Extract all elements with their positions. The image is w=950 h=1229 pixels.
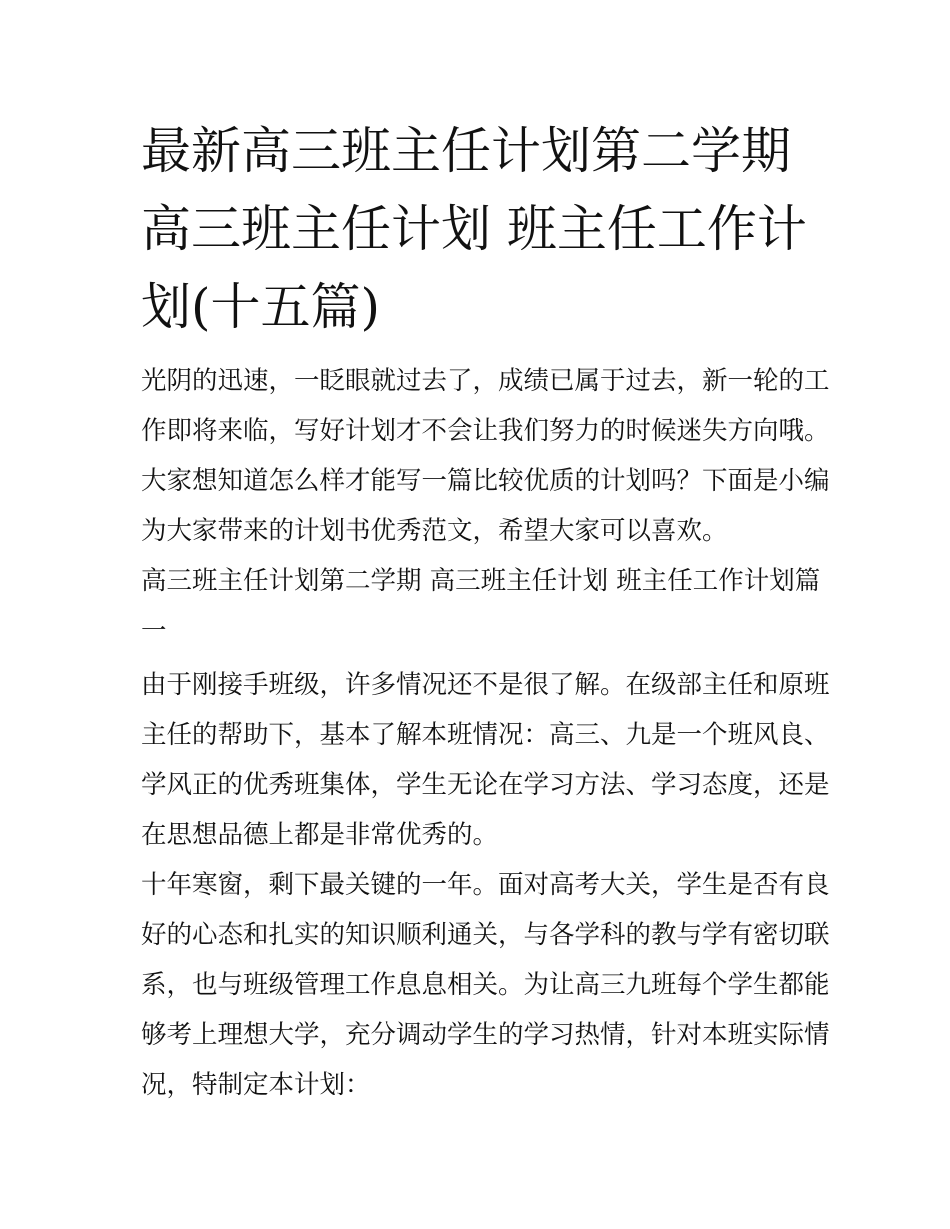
- section-heading: [141, 556, 821, 656]
- text-line: 由于刚接手班级，许多情况还不是很了解。在级部主任和原班: [141, 670, 830, 700]
- text-line: 一: [141, 616, 167, 646]
- title-spacer: [141, 346, 811, 356]
- intro-paragraph: [141, 356, 830, 556]
- document-title: [141, 112, 811, 346]
- text-line: 好的心态和扎实的知识顺利通关，与各学科的教与学有密切联: [141, 920, 830, 950]
- text-line: 作即将来临，写好计划才不会让我们努力的时候迷失方向哦。: [141, 416, 830, 446]
- text-line: 光阴的迅速，一眨眼就过去了，成绩已属于过去，新一轮的工: [141, 366, 830, 396]
- text-line: 高三班主任计划第二学期 高三班主任计划 班主任工作计划篇: [141, 566, 821, 596]
- title-line: 最新高三班主任计划第二学期: [141, 122, 791, 180]
- title-line: 高三班主任计划 班主任工作计: [141, 200, 807, 258]
- text-line: 在思想品德上都是非常优秀的。: [141, 820, 499, 850]
- body-paragraph: [141, 660, 830, 860]
- body-paragraph: [141, 860, 830, 1110]
- document-body: [141, 112, 830, 1110]
- text-line: 够考上理想大学，充分调动学生的学习热情，针对本班实际情: [141, 1020, 830, 1050]
- text-line: 况，特制定本计划：: [141, 1070, 371, 1100]
- text-line: 学风正的优秀班集体，学生无论在学习方法、学习态度，还是: [141, 770, 830, 800]
- text-line: 十年寒窗，剩下最关键的一年。面对高考大关，学生是否有良: [141, 870, 830, 900]
- text-line: 大家想知道怎么样才能写一篇比较优质的计划吗？下面是小编: [141, 466, 830, 496]
- title-line: 划(十五篇): [141, 278, 381, 336]
- text-line: 主任的帮助下，基本了解本班情况：高三、九是一个班风良、: [141, 720, 830, 750]
- text-line: 为大家带来的计划书优秀范文，希望大家可以喜欢。: [141, 516, 728, 546]
- text-line: 系，也与班级管理工作息息相关。为让高三九班每个学生都能: [141, 970, 830, 1000]
